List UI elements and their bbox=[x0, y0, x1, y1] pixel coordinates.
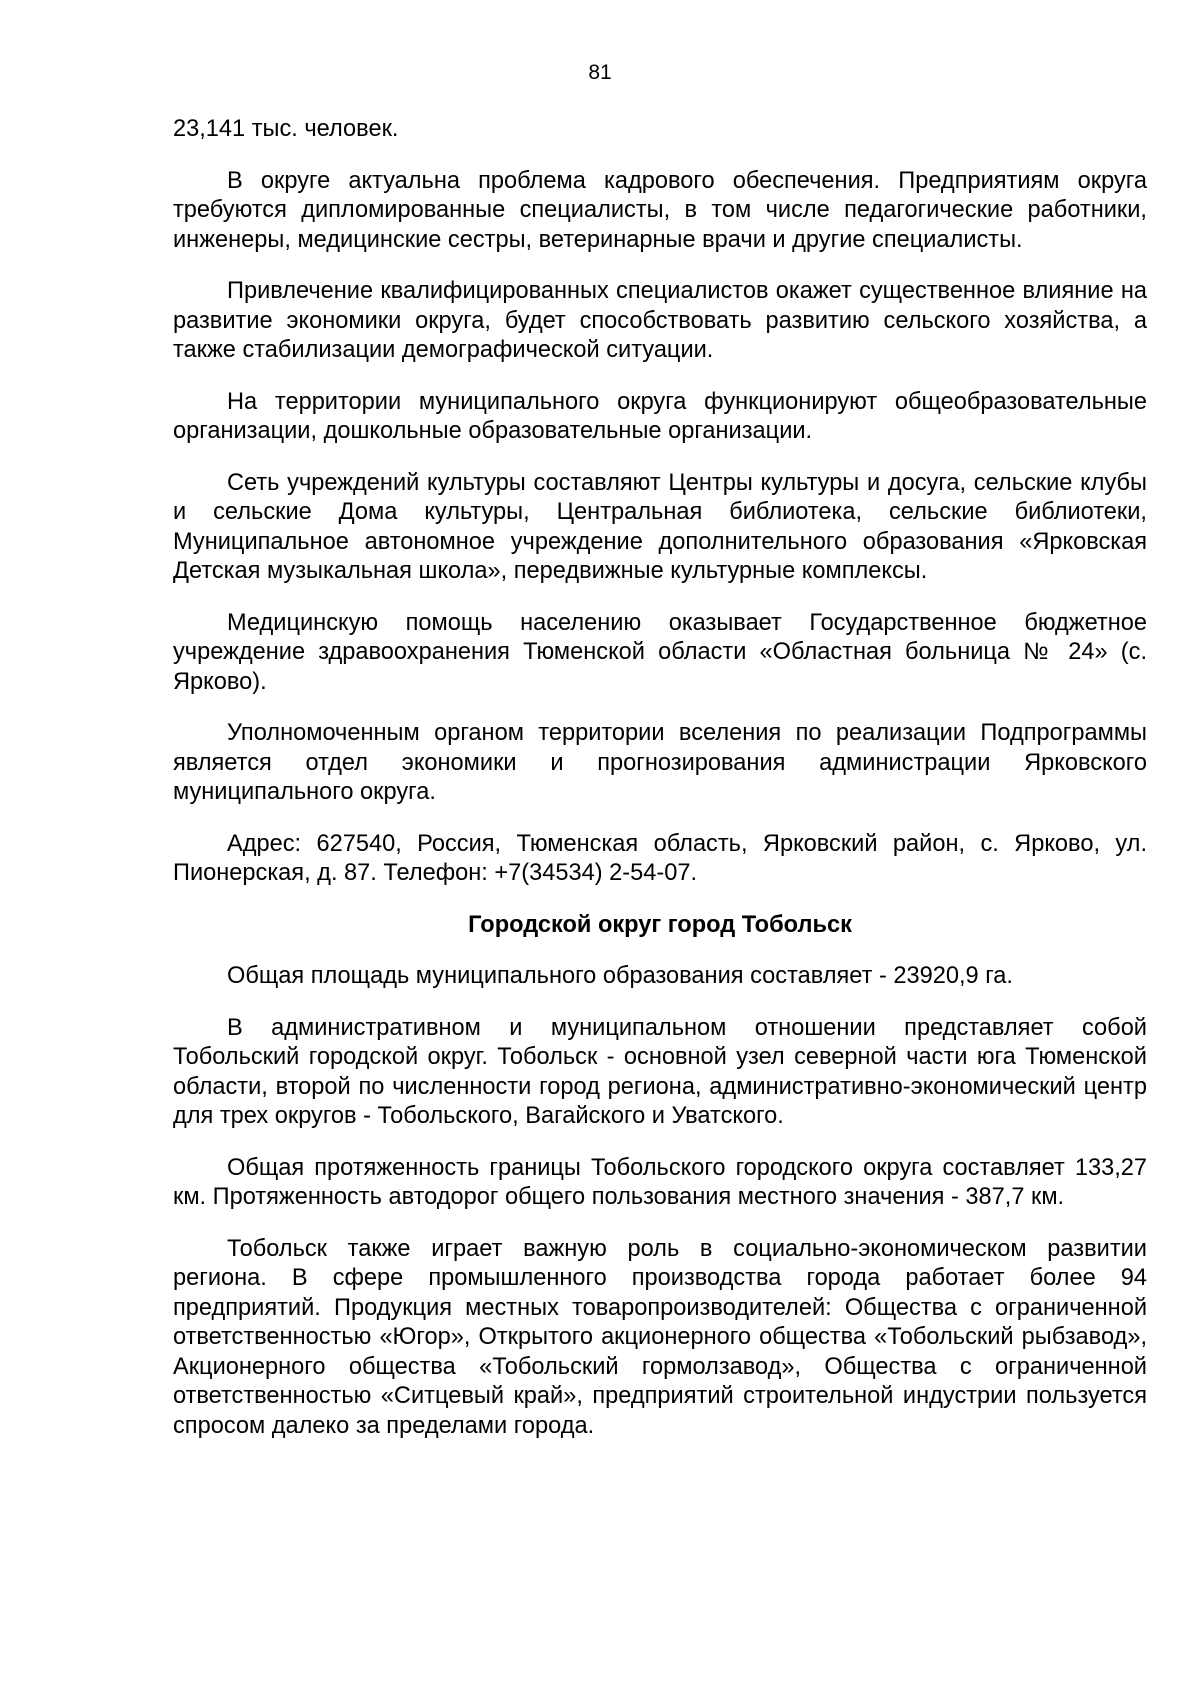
document-body bbox=[173, 115, 1147, 1463]
paragraph-medical-care: Медицинскую помощь населению оказывает Государственное бюджетное учреждение здравоохранения Тюменской области «Областная больница № 24» (с. Ярково). bbox=[173, 609, 1147, 695]
section-heading: Городской округ город Тобольск bbox=[468, 911, 852, 938]
paragraph-administrative-status: В административном и муниципальном отношении представляет собой Тобольский городской округ. Тобольск - основной узел северной части юга Тюменской области, второй по численности город региона, административно-экономический центр для трех округов - Тобольского, Вагайского и Уватского. bbox=[173, 1014, 1147, 1129]
paragraph-total-area: Общая площадь муниципального образования составляет - 23920,9 га. bbox=[227, 963, 1013, 989]
paragraph-economic-role: Тобольск также играет важную роль в социально-экономическом развитии региона. В сфере промышленного производства города работает более 94 предприятий. Продукция местных товаропроизводителей: Общества с ограниченной ответственностью «Югор», Открытого акционерного общества «Тобольский рыбзавод», Акционерного общества «Тобольский гормолзавод», Общества с ограниченной ответственностью «Ситцевый край», предприятий строительной индустрии пользуется спросом далеко за пределами города. bbox=[173, 1235, 1147, 1439]
paragraph-staffing-problem: В округе актуальна проблема кадрового обеспечения. Предприятиям округа требуются дипломированные специалисты, в том числе педагогические работники, инженеры, медицинские сестры, ветеринарные врачи и другие специалисты. bbox=[173, 167, 1147, 253]
paragraph-address: Адрес: 627540, Россия, Тюменская область, Ярковский район, с. Ярково, ул. Пионерская, д. 87. Телефон: +7(34534) 2-54-07. bbox=[173, 830, 1147, 886]
page-number: 81 bbox=[588, 61, 612, 84]
paragraph-authorized-body: Уполномоченным органом территории вселения по реализации Подпрограммы является отдел экономики и прогнозирования администрации Ярковского муниципального округа. bbox=[173, 720, 1147, 805]
paragraph-specialists-impact: Привлечение квалифицированных специалистов окажет существенное влияние на развитие экономики округа, будет способствовать развитию сельского хозяйства, а также стабилизации демографической ситуации. bbox=[173, 278, 1147, 363]
paragraph-education-organizations: На территории муниципального округа функционируют общеобразовательные организации, дошкольные образовательные организации. bbox=[173, 388, 1147, 444]
paragraph-population-continuation: 23,141 тыс. человек. bbox=[173, 116, 399, 142]
paragraph-border-length: Общая протяженность границы Тобольского городского округа составляет 133,27 км. Протяженность автодорог общего пользования местного значения - 387,7 км. bbox=[173, 1154, 1147, 1210]
paragraph-culture-network: Сеть учреждений культуры составляют Центры культуры и досуга, сельские клубы и сельские Дома культуры, Центральная библиотека, сельские библиотеки, Муниципальное автономное учреждение дополнительного образования «Ярковская Детская музыкальная школа», передвижные культурные комплексы. bbox=[173, 469, 1147, 584]
